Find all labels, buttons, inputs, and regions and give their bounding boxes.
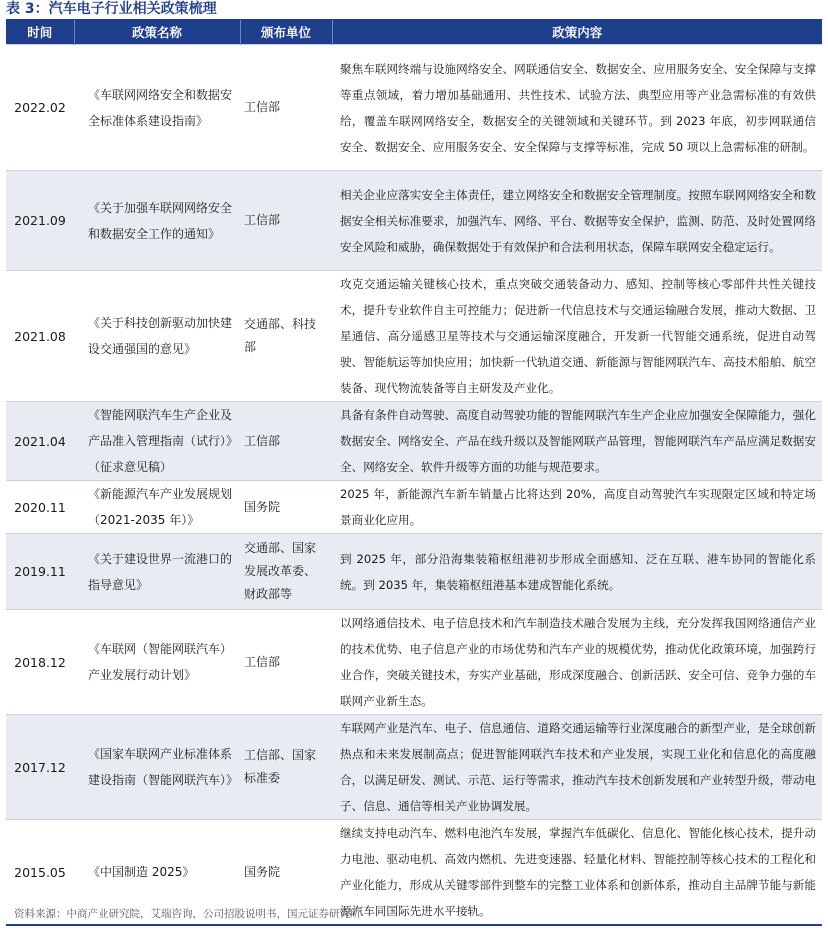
cell-time: 2021.04 xyxy=(6,402,74,481)
cell-content: 聚焦车联网终端与设施网络安全、网联通信安全、数据安全、应用服务安全、安全保障与支撑等重点领域，着力增加基础通用、共性技术、试验方法、典型应用等产业急需标准的有效供给，覆盖车联网网络安全，数据安全的关键领域和关键环节。到 2023 年底，初步网联通信安全、数据安全、应用服务安全、安全保障与支撑等标准，完成 50 项以上急需标准的研制。 xyxy=(332,45,822,171)
cell-policy: 《车联网网络安全和数据安全标准体系建设指南》 xyxy=(74,45,240,171)
cell-time: 2019.11 xyxy=(6,534,74,610)
policy-table xyxy=(6,20,822,926)
cell-issuer: 工信部 xyxy=(240,402,332,481)
cell-time: 2015.05 xyxy=(6,820,74,926)
cell-policy: 《智能网联汽车生产企业及产品准入管理指南（试行）》（征求意见稿） xyxy=(74,402,240,481)
cell-issuer: 工信部、国家标准委 xyxy=(240,715,332,820)
cell-policy: 《中国制造 2025》 xyxy=(74,820,240,926)
cell-time: 2018.12 xyxy=(6,610,74,715)
cell-time: 2017.12 xyxy=(6,715,74,820)
table-row xyxy=(6,45,822,171)
table-header-row xyxy=(6,20,822,45)
cell-issuer: 交通部、国家发展改革委、财政部等 xyxy=(240,534,332,610)
cell-issuer: 工信部 xyxy=(240,45,332,171)
table-title: 表 3：汽车电子行业相关政策梳理 xyxy=(6,1,217,17)
cell-issuer: 工信部 xyxy=(240,171,332,271)
cell-content: 到 2025 年，部分沿海集装箱枢纽港初步形成全面感知、泛在互联、港车协同的智能化系统。到 2035 年，集装箱枢纽港基本建成智能化系统。 xyxy=(332,534,822,610)
cell-policy: 《车联网（智能网联汽车）产业发展行动计划》 xyxy=(74,610,240,715)
table-row xyxy=(6,715,822,820)
table-row xyxy=(6,481,822,534)
table-row xyxy=(6,171,822,271)
cell-content: 以网络通信技术、电子信息技术和汽车制造技术融合发展为主线，充分发挥我国网络通信产业的技术优势、电子信息产业的市场优势和汽车产业的规模优势，推动优化政策环境，加强跨行业合作，突破关键技术，夯实产业基础，形成深度融合、创新活跃、安全可信、竞争力强的车联网产业新生态。 xyxy=(332,610,822,715)
table-row xyxy=(6,402,822,481)
cell-issuer: 交通部、科技部 xyxy=(240,271,332,402)
cell-content: 继续支持电动汽车、燃料电池汽车发展，掌握汽车低碳化、信息化、智能化核心技术，提升动力电池、驱动电机、高效内燃机、先进变速器、轻量化材料、智能控制等核心技术的工程化和产业化能力，形成从关键零部件到整车的完整工业体系和创新体系，推动自主品牌节能与新能源汽车同国际先进水平接轨。 xyxy=(332,820,822,926)
cell-content: 攻克交通运输关键核心技术，重点突破交通装备动力、感知、控制等核心零部件共性关键技术，提升专业软件自主可控能力；促进新一代信息技术与交通运输融合发展，推动大数据、卫星通信、高分遥感卫星等技术与交通运输深度融合，开发新一代智能交通系统，促进自动驾驶、智能航运等加快应用；加快新一代轨道交通、新能源与智能网联汽车、高技术船舶、航空装备、现代物流装备等自主研发及产业化。 xyxy=(332,271,822,402)
cell-issuer: 国务院 xyxy=(240,820,332,926)
cell-content: 车联网产业是汽车、电子、信息通信、道路交通运输等行业深度融合的新型产业，是全球创新热点和未来发展制高点；促进智能网联汽车技术和产业发展，实现工业化和信息化的高度融合，以满足研发、测试、示范、运行等需求，推动汽车技术创新发展和产业转型升级，带动电子、信息、通信等相关产业协调发展。 xyxy=(332,715,822,820)
table-row xyxy=(6,610,822,715)
cell-time: 2022.02 xyxy=(6,45,74,171)
cell-time: 2021.08 xyxy=(6,271,74,402)
cell-issuer: 工信部 xyxy=(240,610,332,715)
cell-policy: 《关于科技创新驱动加快建设交通强国的意见》 xyxy=(74,271,240,402)
cell-issuer: 国务院 xyxy=(240,481,332,534)
column-header-content: 政策内容 xyxy=(332,20,822,45)
column-header-issuer: 颁布单位 xyxy=(240,20,332,45)
cell-policy: 《关于建设世界一流港口的指导意见》 xyxy=(74,534,240,610)
cell-policy: 《新能源汽车产业发展规划（2021-2035 年）》 xyxy=(74,481,240,534)
table-row xyxy=(6,534,822,610)
cell-time: 2020.11 xyxy=(6,481,74,534)
cell-policy: 《国家车联网产业标准体系建设指南（智能网联汽车）》 xyxy=(74,715,240,820)
cell-time: 2021.09 xyxy=(6,171,74,271)
cell-content: 具备有条件自动驾驶、高度自动驾驶功能的智能网联汽车生产企业应加强安全保障能力，强化数据安全、网络安全、产品在线升级以及智能网联产品管理，智能网联汽车产品应满足数据安全、网络安全、软件升级等方面的功能与规范要求。 xyxy=(332,402,822,481)
cell-policy: 《关于加强车联网网络安全和数据安全工作的通知》 xyxy=(74,171,240,271)
cell-content: 相关企业应落实安全主体责任，建立网络安全和数据安全管理制度。按照车联网网络安全和数据安全相关标准要求，加强汽车、网络、平台、数据等安全保护，监测、防范、及时处置网络安全风险和威胁，确保数据处于有效保护和合法利用状态，保障车联网安全稳定运行。 xyxy=(332,171,822,271)
column-header-policy: 政策名称 xyxy=(74,20,240,45)
cell-content: 2025 年，新能源汽车新车销量占比将达到 20%，高度自动驾驶汽车实现限定区域和特定场景商业化应用。 xyxy=(332,481,822,534)
table-row xyxy=(6,271,822,402)
column-header-time: 时间 xyxy=(6,20,74,45)
source-note: 资料来源：中商产业研究院，艾瑞咨询，公司招股说明书，国元证券研究所 xyxy=(14,908,361,920)
